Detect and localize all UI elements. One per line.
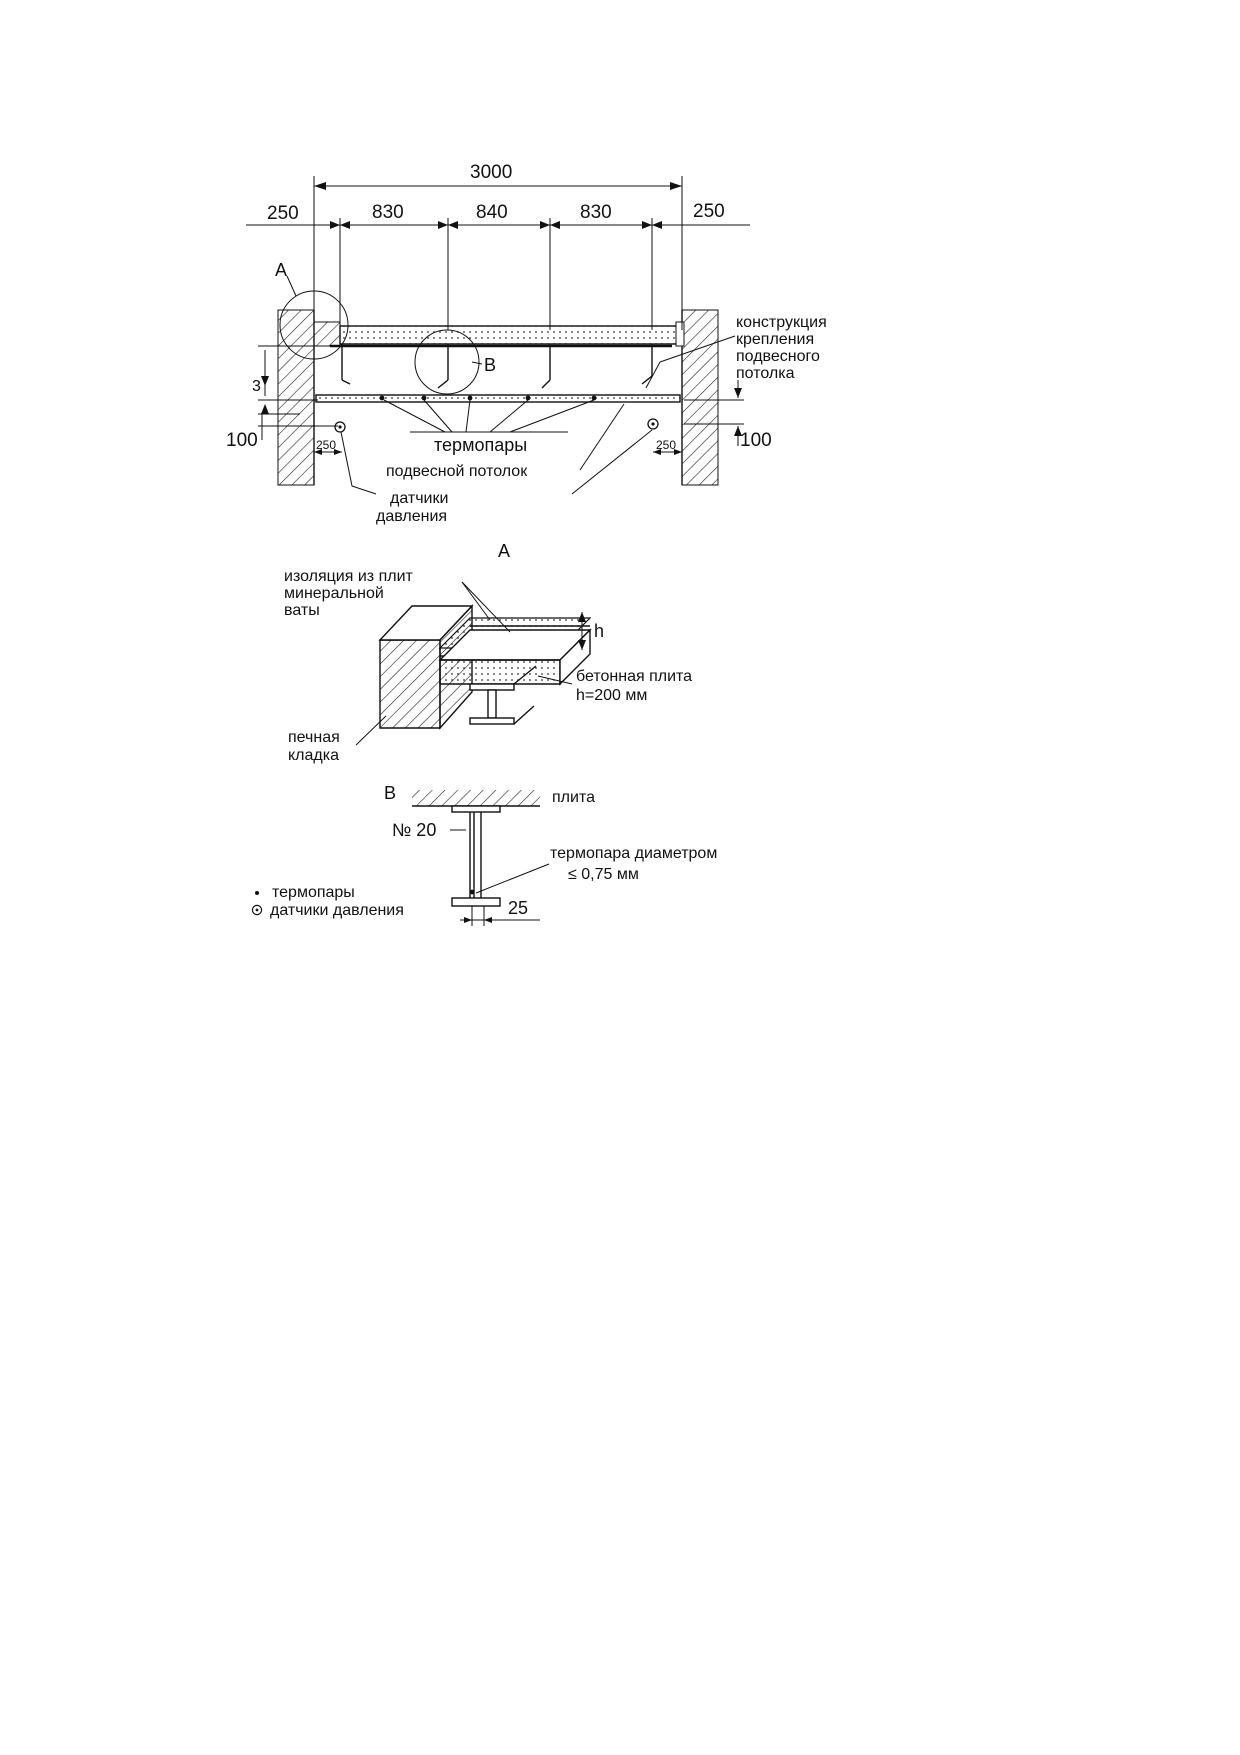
i-beam-b [452,806,500,906]
concrete-slab [340,326,680,344]
legend-sensors: датчики давления [270,902,404,919]
label-beam: № 20 [392,820,437,840]
dim-left-bottom: 100 [226,430,258,451]
label-thermocouples: термопары [434,435,528,455]
label-mount-4: потолка [736,365,795,382]
suspended-ceiling [316,395,680,402]
masonry-front [380,640,440,728]
callout-a-label: A [275,260,288,280]
label-masonry-1: печная [288,729,340,746]
callout-b-label: B [484,355,497,375]
dim-total: 3000 [470,162,513,183]
label-sensors-2: давления [376,508,448,525]
label-slab-1: бетонная плита [576,668,693,685]
label-masonry-2: кладка [288,747,339,764]
label-insulation-2: минеральной [284,585,384,602]
label-tc-2: ≤ 0,75 мм [568,866,639,883]
label-h: h [594,621,605,641]
slab-front [440,660,560,684]
label-sensors-1: датчики [390,490,449,507]
dim-right-outer: 250 [693,201,725,222]
detail-a-title: A [498,541,511,561]
dim-ceiling-gap: 3 [252,378,261,395]
label-insulation-3: ваты [284,602,320,619]
label-ceiling: подвесной потолок [386,463,528,480]
detail-b [384,783,717,926]
dim-right-bottom: 100 [740,430,772,451]
label-slab-2: h=200 мм [576,687,648,704]
pressure-sensor-left [335,422,345,432]
left-wall [278,310,314,485]
ceiling-hangers [330,344,672,388]
pressure-sensor-right [648,419,658,429]
dim-span-1: 830 [372,202,404,223]
right-wall [682,310,718,485]
detail-a [284,541,692,764]
dim-left-sensor: 250 [316,438,337,452]
dim-offset: 25 [508,898,529,918]
legend-thermocouple-icon [255,891,259,895]
slab-right-support [676,322,684,346]
dim-right-sensor: 250 [656,438,677,452]
detail-b-title: B [384,783,397,803]
dim-span-2: 840 [476,202,508,223]
dim-left-outer: 250 [267,203,299,224]
dim-span-3: 830 [580,202,612,223]
legend-thermocouples: термопары [272,884,355,901]
label-mount-2: крепления [736,331,815,348]
detail-b-plate [412,790,540,806]
main-view [226,162,827,525]
legend [252,884,404,919]
label-mount-3: подвесного [736,348,820,365]
label-plate: плита [552,789,595,806]
label-mount-1: конструкция [736,314,827,331]
label-tc-1: термопара диаметром [550,845,718,862]
label-insulation-1: изоляция из плит [284,568,413,585]
slab-left-support [314,322,340,346]
